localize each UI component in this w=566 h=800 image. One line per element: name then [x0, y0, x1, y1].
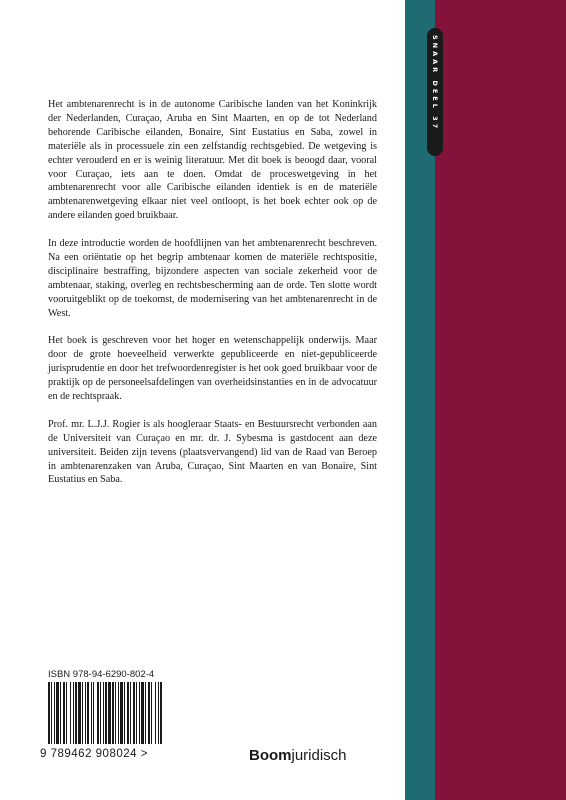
barcode-bar	[151, 682, 152, 744]
barcode-bar	[141, 682, 144, 744]
barcode-bar	[87, 682, 89, 744]
barcode-bar	[54, 682, 55, 744]
barcode-bar	[118, 682, 119, 744]
barcode-bar	[93, 682, 94, 744]
publisher-logo-juridisch: juridisch	[291, 747, 347, 764]
barcode-bar	[127, 682, 129, 744]
paragraph-contents: In deze introductie worden de hoofdlijnen van het ambtenarenrecht beschreven. Na een oriëntatie op het begrip ambtenaar komen de materiële rechtspositie, disciplinaire bestraffing, bijzondere aspecten van sociale zekerheid voor de ambtenaar, staking, overleg en rechtsbescherming aan de orde. Ten slotte wordt vooruitgeblikt op de toekomst, de modernisering van het ambtenarenrecht in de West.	[48, 238, 377, 319]
publisher-logo	[249, 747, 347, 764]
barcode-bar	[97, 682, 99, 744]
barcode-bar	[133, 682, 135, 744]
barcode-bar	[56, 682, 59, 744]
paragraph-audience: Het boek is geschreven voor het hoger en wetenschappelijk onderwijs. Maar door de grote hoeveelheid verwerkte gepubliceerde en niet-gepubliceerde jurisprudentie en door het trefwoordenregister is het ook goed bruikbaar voor de praktijk op de personeelsafdelingen van overheidsinstanties en in de advocatuur en de rechtspraak.	[48, 335, 377, 402]
barcode-bar	[120, 682, 123, 744]
barcode-bar	[78, 682, 81, 744]
barcode-bar	[136, 682, 137, 744]
barcode-bar	[82, 682, 83, 744]
barcode-bar	[75, 682, 77, 744]
barcode-bar	[60, 682, 61, 744]
barcode-bar	[103, 682, 104, 744]
barcode-bar	[63, 682, 65, 744]
barcode-bar	[158, 682, 159, 744]
barcode-bar	[48, 682, 50, 744]
barcode-bar	[70, 682, 71, 744]
barcode-image	[48, 682, 163, 744]
barcode-bar	[108, 682, 111, 744]
isbn-label: ISBN 978-94-6290-802-4	[48, 669, 155, 680]
barcode-bar	[148, 682, 150, 744]
back-cover-text	[48, 98, 377, 501]
spine-burgundy-band	[435, 0, 566, 800]
barcode-bar	[115, 682, 116, 744]
barcode-bar	[124, 682, 125, 744]
barcode-bar	[73, 682, 74, 744]
barcode-bar	[145, 682, 146, 744]
paragraph-authors: Prof. mr. L.J.J. Rogier is als hoogleraar Staats- en Bestuursrecht verbonden aan de Universiteit van Curaçao en mr. dr. J. Sybesma is gastdocent aan deze universiteit. Beiden zijn tevens (plaatsvervangend) lid van de Raad van Beroep in ambtenarenzaken van Aruba, Curaçao, Sint Maarten en van Bonaire, Sint Eustatius en Saba.	[48, 418, 377, 486]
barcode-bar	[139, 682, 140, 744]
barcode-bar	[51, 682, 52, 744]
barcode-bar	[160, 682, 162, 744]
barcode-bar	[155, 682, 156, 744]
barcode-bar	[112, 682, 114, 744]
barcode-bar	[105, 682, 107, 744]
barcode-bar	[91, 682, 92, 744]
series-label: SNAAR DEEL 37	[431, 35, 439, 132]
barcode-bar	[85, 682, 86, 744]
barcode-bar	[130, 682, 131, 744]
publisher-logo-boom: Boom	[249, 747, 292, 764]
paragraph-intro: Het ambtenarenrecht is in de autonome Caribische landen van het Koninkrijk der Nederlanden, Curaçao, Aruba en Sint Maarten, en op de tot Nederland behorende Caribische eilanden, Bonaire, Sint Eustatius en Saba, zowel in materiële als in processuele zin een zelfstandig rechtsgebied. De wetgeving is echter verouderd en er is weinig literatuur. Met dit boek is beoogd daar, vooral voor Curaçao, iets aan te doen. Omdat de proceswetgeving in het ambtenarenrecht voor alle Caribische eilanden identiek is en de materiële ambtenarenwetgeving elkaar niet veel ontloopt, is het boek echter ook op de andere eilanden goed bruikbaar.	[48, 99, 377, 222]
barcode-bar	[100, 682, 101, 744]
barcode-digits: 9 789462 908024 >	[40, 748, 148, 760]
barcode-bar	[66, 682, 67, 744]
